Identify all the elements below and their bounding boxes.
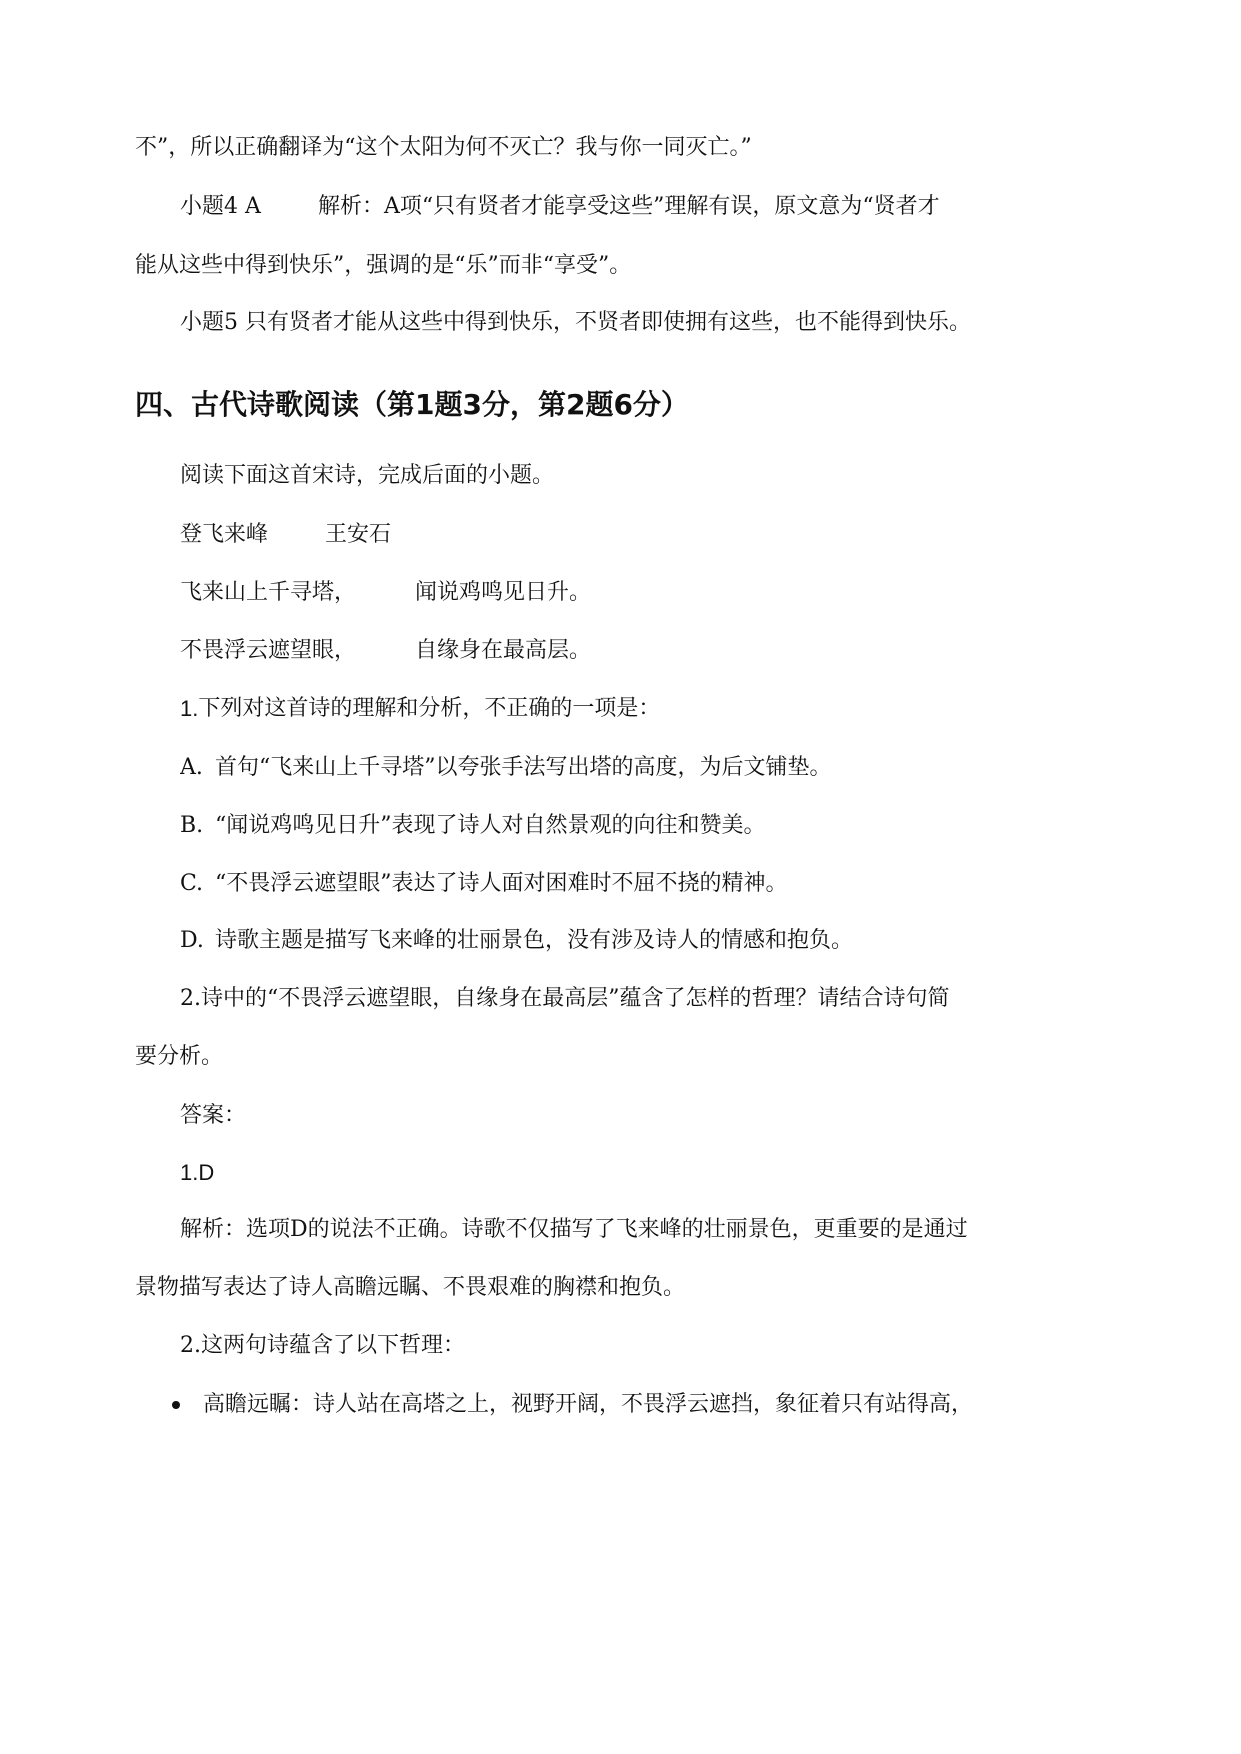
option-text: 首句“飞来山上千寻塔”以夸张手法写出塔的高度，为后文铺垫。 xyxy=(215,755,832,780)
answer-q1-analysis: 解析：选项D的说法不正确。诗歌不仅描写了飞来峰的壮丽景色，更重要的是通过 xyxy=(180,1217,968,1242)
option-text: 诗歌主题是描写飞来峰的壮丽景色，没有涉及诗人的情感和抱负。 xyxy=(215,928,854,953)
poem-line xyxy=(180,578,995,608)
poem-title: 登飞来峰 xyxy=(180,522,269,547)
poem-verse: 自缘身在最高层。 xyxy=(415,638,592,663)
reading-instruction: 阅读下面这首宋诗，完成后面的小题。 xyxy=(180,463,555,488)
previous-answer-continuation: 不”，所以正确翻译为“这个太阳为何不灭亡？我与你一同灭亡。” xyxy=(135,135,752,160)
answer-q1-analysis-continuation: 景物描写表达了诗人高瞻远瞩、不畏艰难的胸襟和抱负。 xyxy=(135,1275,686,1300)
option-label: B. xyxy=(180,813,204,838)
option-text: “闻说鸡鸣见日升”表现了诗人对自然景观的向往和赞美。 xyxy=(215,813,766,838)
question-stem: 下列对这首诗的理解和分析，不正确的一项是： xyxy=(198,696,661,721)
answer-q2-intro: 2.这两句诗蕴含了以下哲理： xyxy=(180,1333,465,1358)
poem-line xyxy=(180,636,995,666)
option-label: D. xyxy=(180,928,204,953)
question-number: 1. xyxy=(180,696,199,721)
bullet-icon xyxy=(172,1401,180,1409)
option-a xyxy=(180,753,995,783)
option-d xyxy=(180,926,995,956)
option-label: C. xyxy=(180,871,204,896)
option-text: “不畏浮云遮望眼”表达了诗人面对困难时不屈不挠的精神。 xyxy=(215,871,788,896)
q4-answer-line xyxy=(180,192,995,222)
answer-q2-point: 高瞻远瞩：诗人站在高塔之上，视野开阔，不畏浮云遮挡，象征着只有站得高， xyxy=(203,1392,974,1417)
section-heading: 四、古代诗歌阅读（第1题3分，第2题6分） xyxy=(135,388,689,421)
q4-analysis-continuation: 能从这些中得到快乐”，强调的是“乐”而非“享受”。 xyxy=(135,253,632,278)
answer-label: 答案： xyxy=(180,1103,247,1128)
poem-heading xyxy=(180,520,995,550)
q4-analysis-text: 解析：A项“只有贤者才能享受这些”理解有误，原文意为“贤者才 xyxy=(318,194,940,219)
answer-q1: 1.D xyxy=(180,1160,215,1185)
question-1 xyxy=(180,694,995,724)
question-2: 2.诗中的“不畏浮云遮望眼，自缘身在最高层”蕴含了怎样的哲理？请结合诗句简 xyxy=(180,986,950,1011)
poem-verse: 飞来山上千寻塔， xyxy=(180,580,357,605)
q4-answer-label: 小题4 A xyxy=(180,194,261,219)
question-2-continuation: 要分析。 xyxy=(135,1044,224,1069)
poem-author: 王安石 xyxy=(325,522,392,547)
poem-verse: 闻说鸡鸣见日升。 xyxy=(415,580,592,605)
q5-answer-line: 小题5 只有贤者才能从这些中得到快乐，不贤者即使拥有这些，也不能得到快乐。 xyxy=(180,310,971,335)
option-label: A. xyxy=(180,755,203,780)
poem-verse: 不畏浮云遮望眼， xyxy=(180,638,357,663)
option-b xyxy=(180,811,995,841)
option-c xyxy=(180,869,995,899)
